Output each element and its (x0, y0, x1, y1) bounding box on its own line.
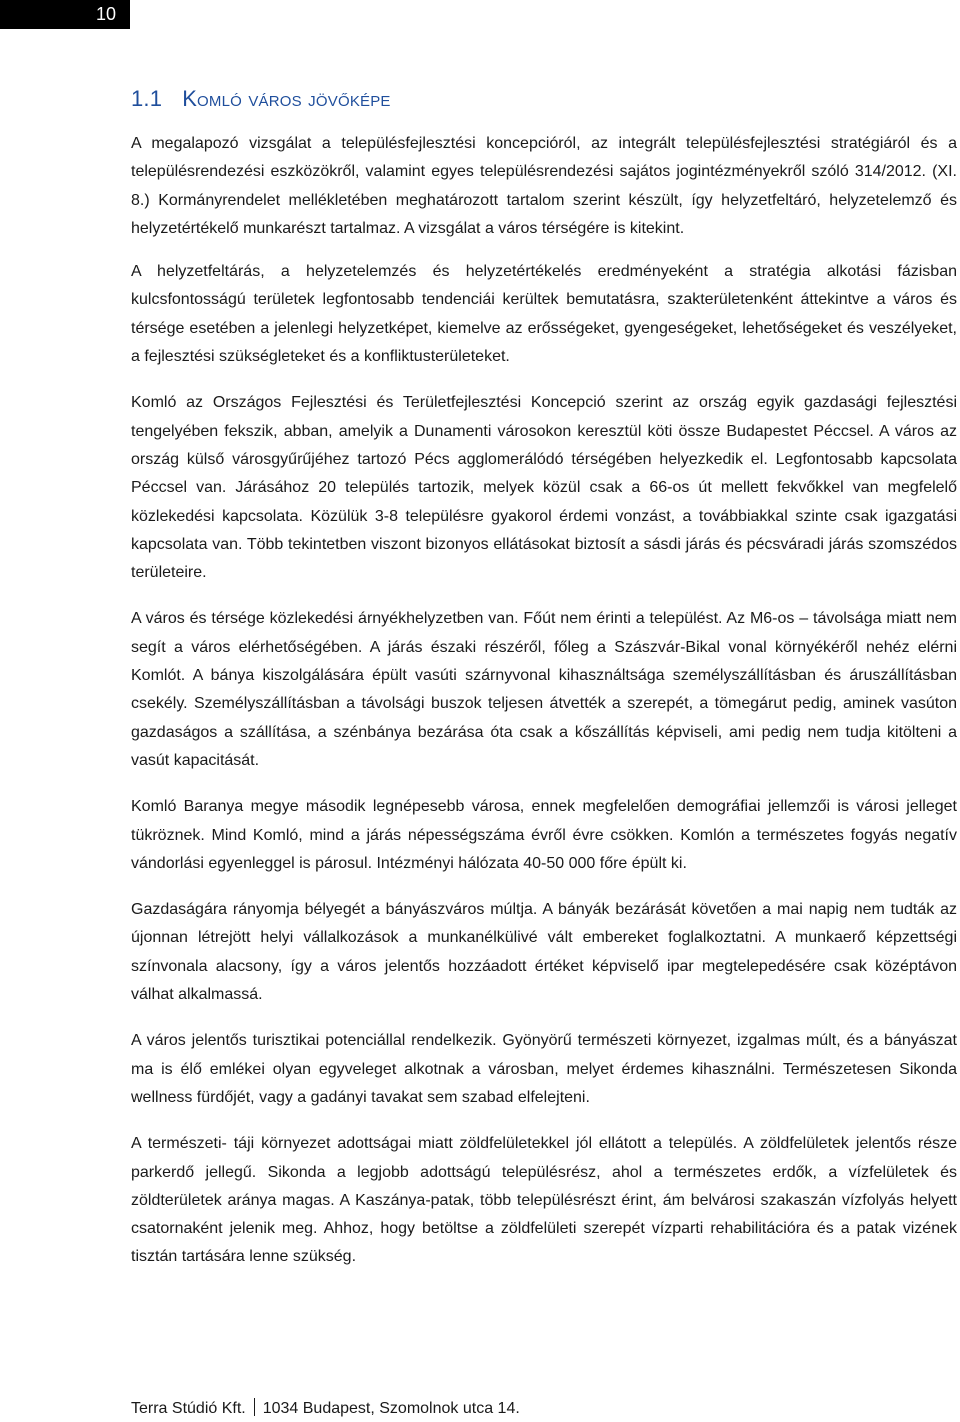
paragraph: A város és térsége közlekedési árnyékhelyzetben van. Főút nem érinti a települést. Az M6-os – távolsága miatt nem segít a város elérhetőségében. A járás északi részéről, főleg a Szászvár-Bikal vonal környékéről nehéz elérni Komlót. A bánya kiszolgálására épült vasúti szárnyvonal kihasználtsága személyszállításban és áruszállításban csekély. Személyszállításban a távolsági buszok teljesen átvették a szerepét, a tömegárut pedig, aminek vasúton gazdaságos a szállítása, a szénbánya bezárása óta csak a kőszállítás képviseli, ami pedig nem tudja kitölteni a vasút kapacitását. (131, 610, 957, 769)
section-title: Komló város jövőképe (182, 86, 391, 111)
paragraph: A megalapozó vizsgálat a településfejlesztési koncepcióról, az integrált településfejlesztési stratégiáról és a településrendezési eszközökről, valamint egyes településrendezési sajátos jogintézményekről szóló 314/2012. (XI. 8.) Kormányrendelet mellékletében meghatározott tartalom szerint készült, így helyzetfeltáró, helyzetelemző és helyzetértékelő munkarészt tartalmaz. A vizsgálat a város térségére is kitekint. (131, 135, 957, 237)
document-body (131, 130, 957, 1290)
paragraph: Komló az Országos Fejlesztési és Területfejlesztési Koncepció szerint az ország egyik gazdasági fejlesztési tengelyében fekszik, abban, amelyik a Dunamenti városokon keresztül köti össze Budapestet Péccsel. A város az ország külső városgyűrűjéhez tartozó Pécs agglomerálódó térségében helyezkedik el. Legfontosabb kapcsolata Péccsel van. Járásához 20 település tartozik, melyek közül csak a 66-os út mellett fekvőkkel van megfelelő közlekedési kapcsolata. Közülük 3-8 településre gyakorol érdemi vonzást, a továbbiakkal szinte csak igazgatási kapcsolata van. Több tekintetben viszont bizonyos ellátásokat biztosít a sásdi járás és pécsváradi járás szomszédos területeire. (131, 394, 957, 582)
footer-separator (254, 1398, 255, 1416)
paragraph: Komló Baranya megye második legnépesebb városa, ennek megfelelően demográfiai jellemzői is városi jelleget tükröznek. Mind Komló, mind a járás népességszáma évről évre csökken. Komlón a természetes fogyás negatív vándorlási egyenleggel is párosul. Intézményi hálózata 40-50 000 főre épült ki. (131, 798, 957, 872)
paragraph: A természeti- táji környezet adottságai miatt zöldfelületekkel jól ellátott a település. A zöldfelületek jelentős része parkerdő jellegű. Sikonda a legjobb adottságú településrész, ahol a természetes erdők, a vízfelületek és zöldterületek aránya magas. A Kaszánya-patak, több településrészt érint, ám belvárosi szakaszán vízfolyás helyett csatornaként jelenik meg. Ahhoz, hogy betöltse a zöldfelületi szerepét vízparti rehabilitációra és a patak vizének tisztán tartására lenne szükség. (131, 1135, 957, 1266)
page-number-badge (0, 0, 130, 29)
footer-company: Terra Stúdió Kft. (131, 1400, 246, 1417)
section-heading (131, 86, 391, 112)
page-footer (131, 1398, 520, 1419)
paragraph: Gazdaságára rányomja bélyegét a bányászváros múltja. A bányák bezárását követően a mai napig nem tudták az újonnan létrejött helyi vállalkozások a munkanélkülivé vált embereket foglalkoztatni. A munkaerő képzettségi színvonala alacsony, így a város jelentős hozzáadott értéket képviselő ipar megtelepedésére csak középtávon válhat alkalmassá. (131, 901, 957, 1004)
section-number: 1.1 (131, 86, 163, 111)
footer-address: 1034 Budapest, Szomolnok utca 14. (262, 1400, 520, 1417)
page-number: 10 (96, 4, 117, 24)
paragraph: A helyzetfeltárás, a helyzetelemzés és helyzetértékelés eredményeként a stratégia alkotási fázisban kulcsfontosságú területek legfontosabb tendenciái kerültek bemutatásra, szakterületenként áttekintve a város és térsége esetében a jelenlegi helyzetképet, kiemelve az erősségeket, gyengeségeket, lehetőségeket és veszélyeket, a fejlesztési szükségleteket és a konfliktusterületeket. (131, 263, 957, 366)
paragraph: A város jelentős turisztikai potenciállal rendelkezik. Gyönyörű természeti környezet, izgalmas múlt, és a bányászat ma is élő emlékei olyan egyveleget alkotnak a városban, melyet érdemes kihasználni. Természetesen Sikonda wellness fürdőjét, vagy a gadányi tavakat sem szabad elfelejteni. (131, 1032, 957, 1106)
